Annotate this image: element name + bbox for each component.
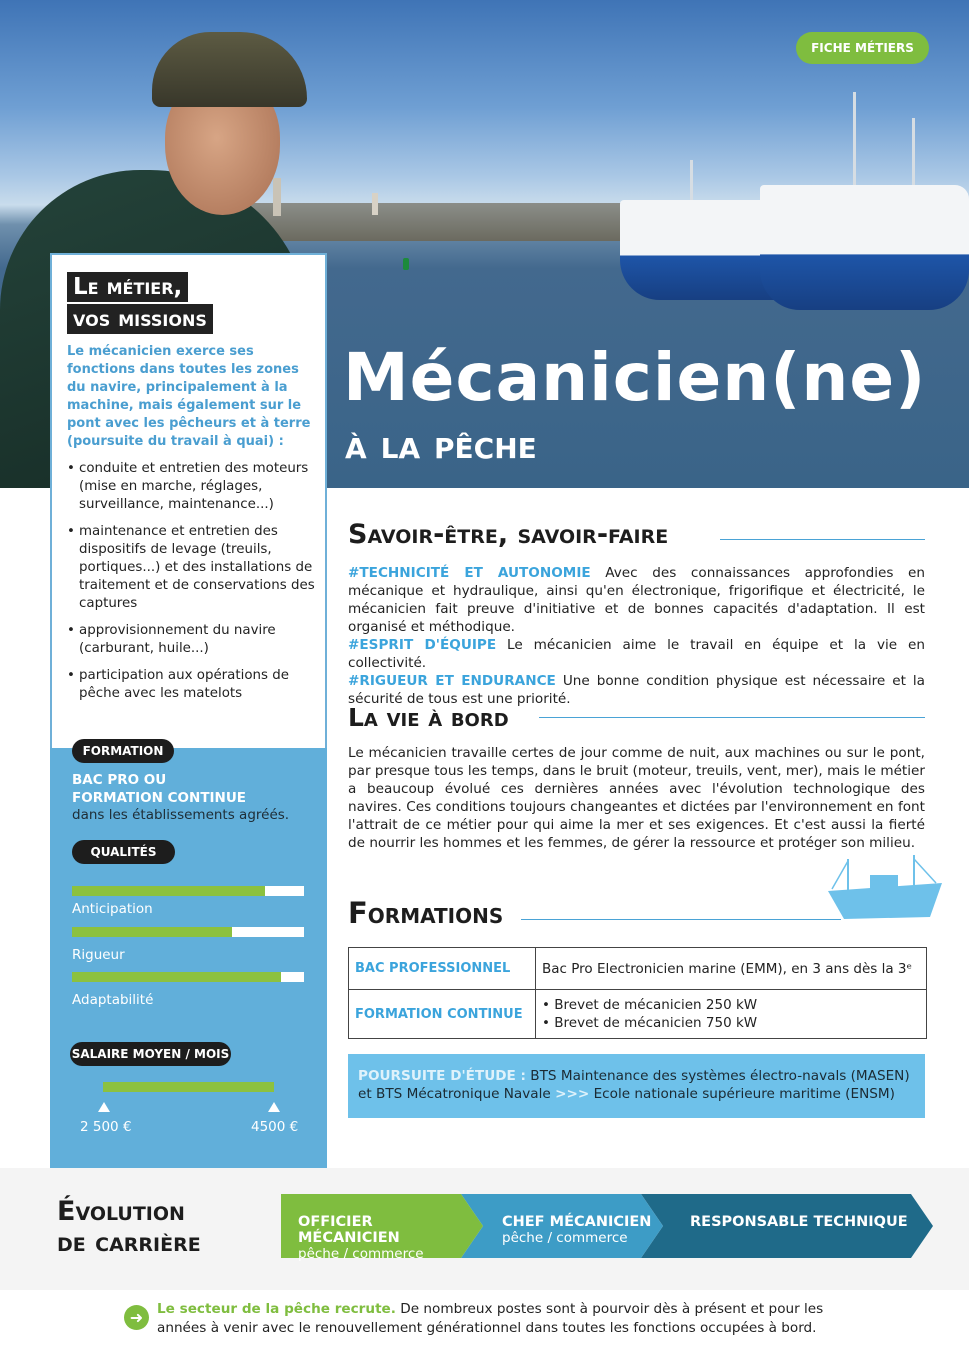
qualites-label: QUALITÉS	[72, 840, 175, 864]
quality-bar-fill	[72, 886, 265, 896]
tower	[372, 193, 378, 215]
career-step-sub: pêche / commerce	[502, 1230, 628, 1246]
divider	[521, 919, 841, 920]
table-value-line: Bac Pro Electronicien marine (EMM), en 3 ans dès la 3ᵉ	[542, 960, 913, 977]
vie-text: Le mécanicien travaille certes de jour comme de nuit, aux machines ou sur le pont, par presque tous les temps, dans le bruit (moteur, treuils, vent, mer), mais le métier a beaucoup évolué ces dernières années avec l'évolution technologique des navires. Ces conditions toujours changeantes et dictées par l'environnement en font l'attrait de ce métier pour qui aime la mer et ses exigences. Et c'est aussi la fierté de nourrir les hommes et les femmes, de gérer la ressource et protéger son milieu.	[348, 745, 925, 851]
table-cell-key: FORMATION CONTINUE	[349, 990, 536, 1039]
fishing-boat	[760, 185, 969, 310]
quality-label: Rigueur	[72, 947, 125, 963]
career-step-title: RESPONSABLE TECHNIQUE	[690, 1214, 908, 1230]
savoir-text	[348, 564, 925, 708]
savoir-text-part: Une bonne condition physique est nécessaire et la sécurité de tous est une priorité.	[348, 673, 925, 707]
fisherman-cap	[152, 32, 307, 107]
hashtag: #TECHNICITÉ ET AUTONOMIE	[348, 565, 591, 581]
table-value-line: • Brevet de mécanicien 250 kW	[542, 997, 758, 1013]
missions-heading	[67, 272, 213, 336]
quality-bar	[72, 886, 304, 896]
formation-label: FORMATION	[72, 739, 174, 763]
career-heading	[57, 1196, 201, 1258]
hashtag: #ESPRIT D'ÉQUIPE	[348, 637, 497, 653]
career-heading-line: de carrière	[57, 1227, 201, 1258]
quality-bar-fill	[72, 927, 232, 937]
vie-heading: La vie à bord	[348, 703, 509, 732]
poursuite-etude-box	[348, 1054, 925, 1118]
table-row	[349, 948, 927, 990]
quality-bar	[72, 972, 304, 982]
page-title: Mécanicien(ne)	[343, 339, 927, 416]
career-step	[298, 1194, 468, 1262]
divider	[539, 717, 925, 718]
fiche-metiers-badge: FICHE MÉTIERS	[796, 32, 929, 64]
formation-title	[72, 771, 246, 807]
missions-heading-line: Le métier,	[67, 272, 188, 302]
savoir-text-part: Le mécanicien aime le travail en équipe et la vie en collectivité.	[348, 637, 925, 671]
table-cell-value	[536, 948, 927, 990]
quality-bar	[72, 927, 304, 937]
missions-heading-line: vos missions	[67, 304, 213, 334]
triangle-up-icon	[98, 1102, 110, 1112]
career-heading-line: Évolution	[57, 1196, 185, 1227]
list-item: • approvisionnement du navire (carburant, huile...)	[67, 622, 317, 658]
quality-bar-fill	[72, 972, 281, 982]
list-item: • maintenance et entretien des dispositifs de levage (treuils, portiques...) et des installations de traitement et de conservations des captures	[67, 523, 317, 613]
list-item: • conduite et entretien des moteurs (mise en marche, réglages, surveillance, maintenance...)	[67, 460, 317, 514]
list-item: • participation aux opérations de pêche avec les matelots	[67, 667, 317, 703]
footer-highlight: Le secteur de la pêche recrute.	[157, 1301, 396, 1317]
footer-text	[157, 1300, 857, 1338]
poursuite-text: BTS Maintenance des systèmes électro-navals (MASEN) et BTS Mécatronique Navale	[358, 1068, 910, 1102]
table-value-line: • Brevet de mécanicien 750 kW	[542, 1015, 758, 1031]
career-step-sub: pêche / commerce	[298, 1246, 424, 1262]
career-step-title: OFFICIER MÉCANICIEN	[298, 1214, 400, 1246]
quality-label: Anticipation	[72, 901, 153, 917]
triangle-up-icon	[268, 1102, 280, 1112]
formations-heading: Formations	[348, 896, 504, 930]
savoir-text-part: Avec des connaissances approfondies en mécanique et hydraulique, ainsi qu'en électronique, frigorifique et électricité, le mécanicien fait preuve d'initiative et de bonnes capacités d'adaptation. Il est organisé et méthodique.	[348, 565, 925, 635]
footer-body: De nombreux postes sont à pourvoir dès à présent et pour les années à venir avec le renouvellement générationnel dans toutes les fonctions occupées à bord.	[157, 1301, 824, 1336]
poursuite-text: Ecole nationale supérieure maritime (ENSM)	[589, 1086, 895, 1102]
table-row	[349, 990, 927, 1039]
divider	[720, 539, 925, 540]
table-cell-value	[536, 990, 927, 1039]
career-step	[502, 1194, 652, 1258]
salary-range-bar	[103, 1082, 274, 1092]
page-subtitle: à la pêche	[345, 422, 537, 468]
formation-line: FORMATION CONTINUE	[72, 790, 247, 806]
career-step-title: CHEF MÉCANICIEN	[502, 1214, 652, 1230]
arrow-right-icon: >>>	[555, 1086, 590, 1102]
missions-intro: Le mécanicien exerce ses fonctions dans toutes les zones du navire, principalement à la machine, mais également sur le pont avec les pêcheurs et à terre (poursuite du travail à quai) :	[67, 344, 311, 449]
left-sidebar	[50, 253, 327, 1170]
table-cell-key: BAC PROFESSIONNEL	[349, 948, 536, 990]
poursuite-label: POURSUITE D'ÉTUDE :	[358, 1068, 526, 1084]
arrow-right-circle-icon: ➜	[124, 1305, 149, 1330]
missions-list	[67, 460, 317, 712]
salaire-label: SALAIRE MOYEN / MOIS	[70, 1042, 231, 1066]
salary-max: 4500 €	[251, 1119, 299, 1135]
formations-table	[348, 947, 927, 1039]
formation-note: dans les établissements agréés.	[72, 807, 290, 823]
quality-label: Adaptabilité	[72, 992, 154, 1008]
savoir-heading: Savoir-être, savoir-faire	[348, 519, 669, 550]
salary-min: 2 500 €	[80, 1119, 132, 1135]
career-step	[690, 1194, 910, 1258]
formation-line: BAC PRO OU	[72, 772, 167, 788]
fishing-boat-icon	[826, 855, 944, 923]
hashtag: #RIGUEUR ET ENDURANCE	[348, 673, 556, 689]
buoy	[403, 258, 409, 270]
